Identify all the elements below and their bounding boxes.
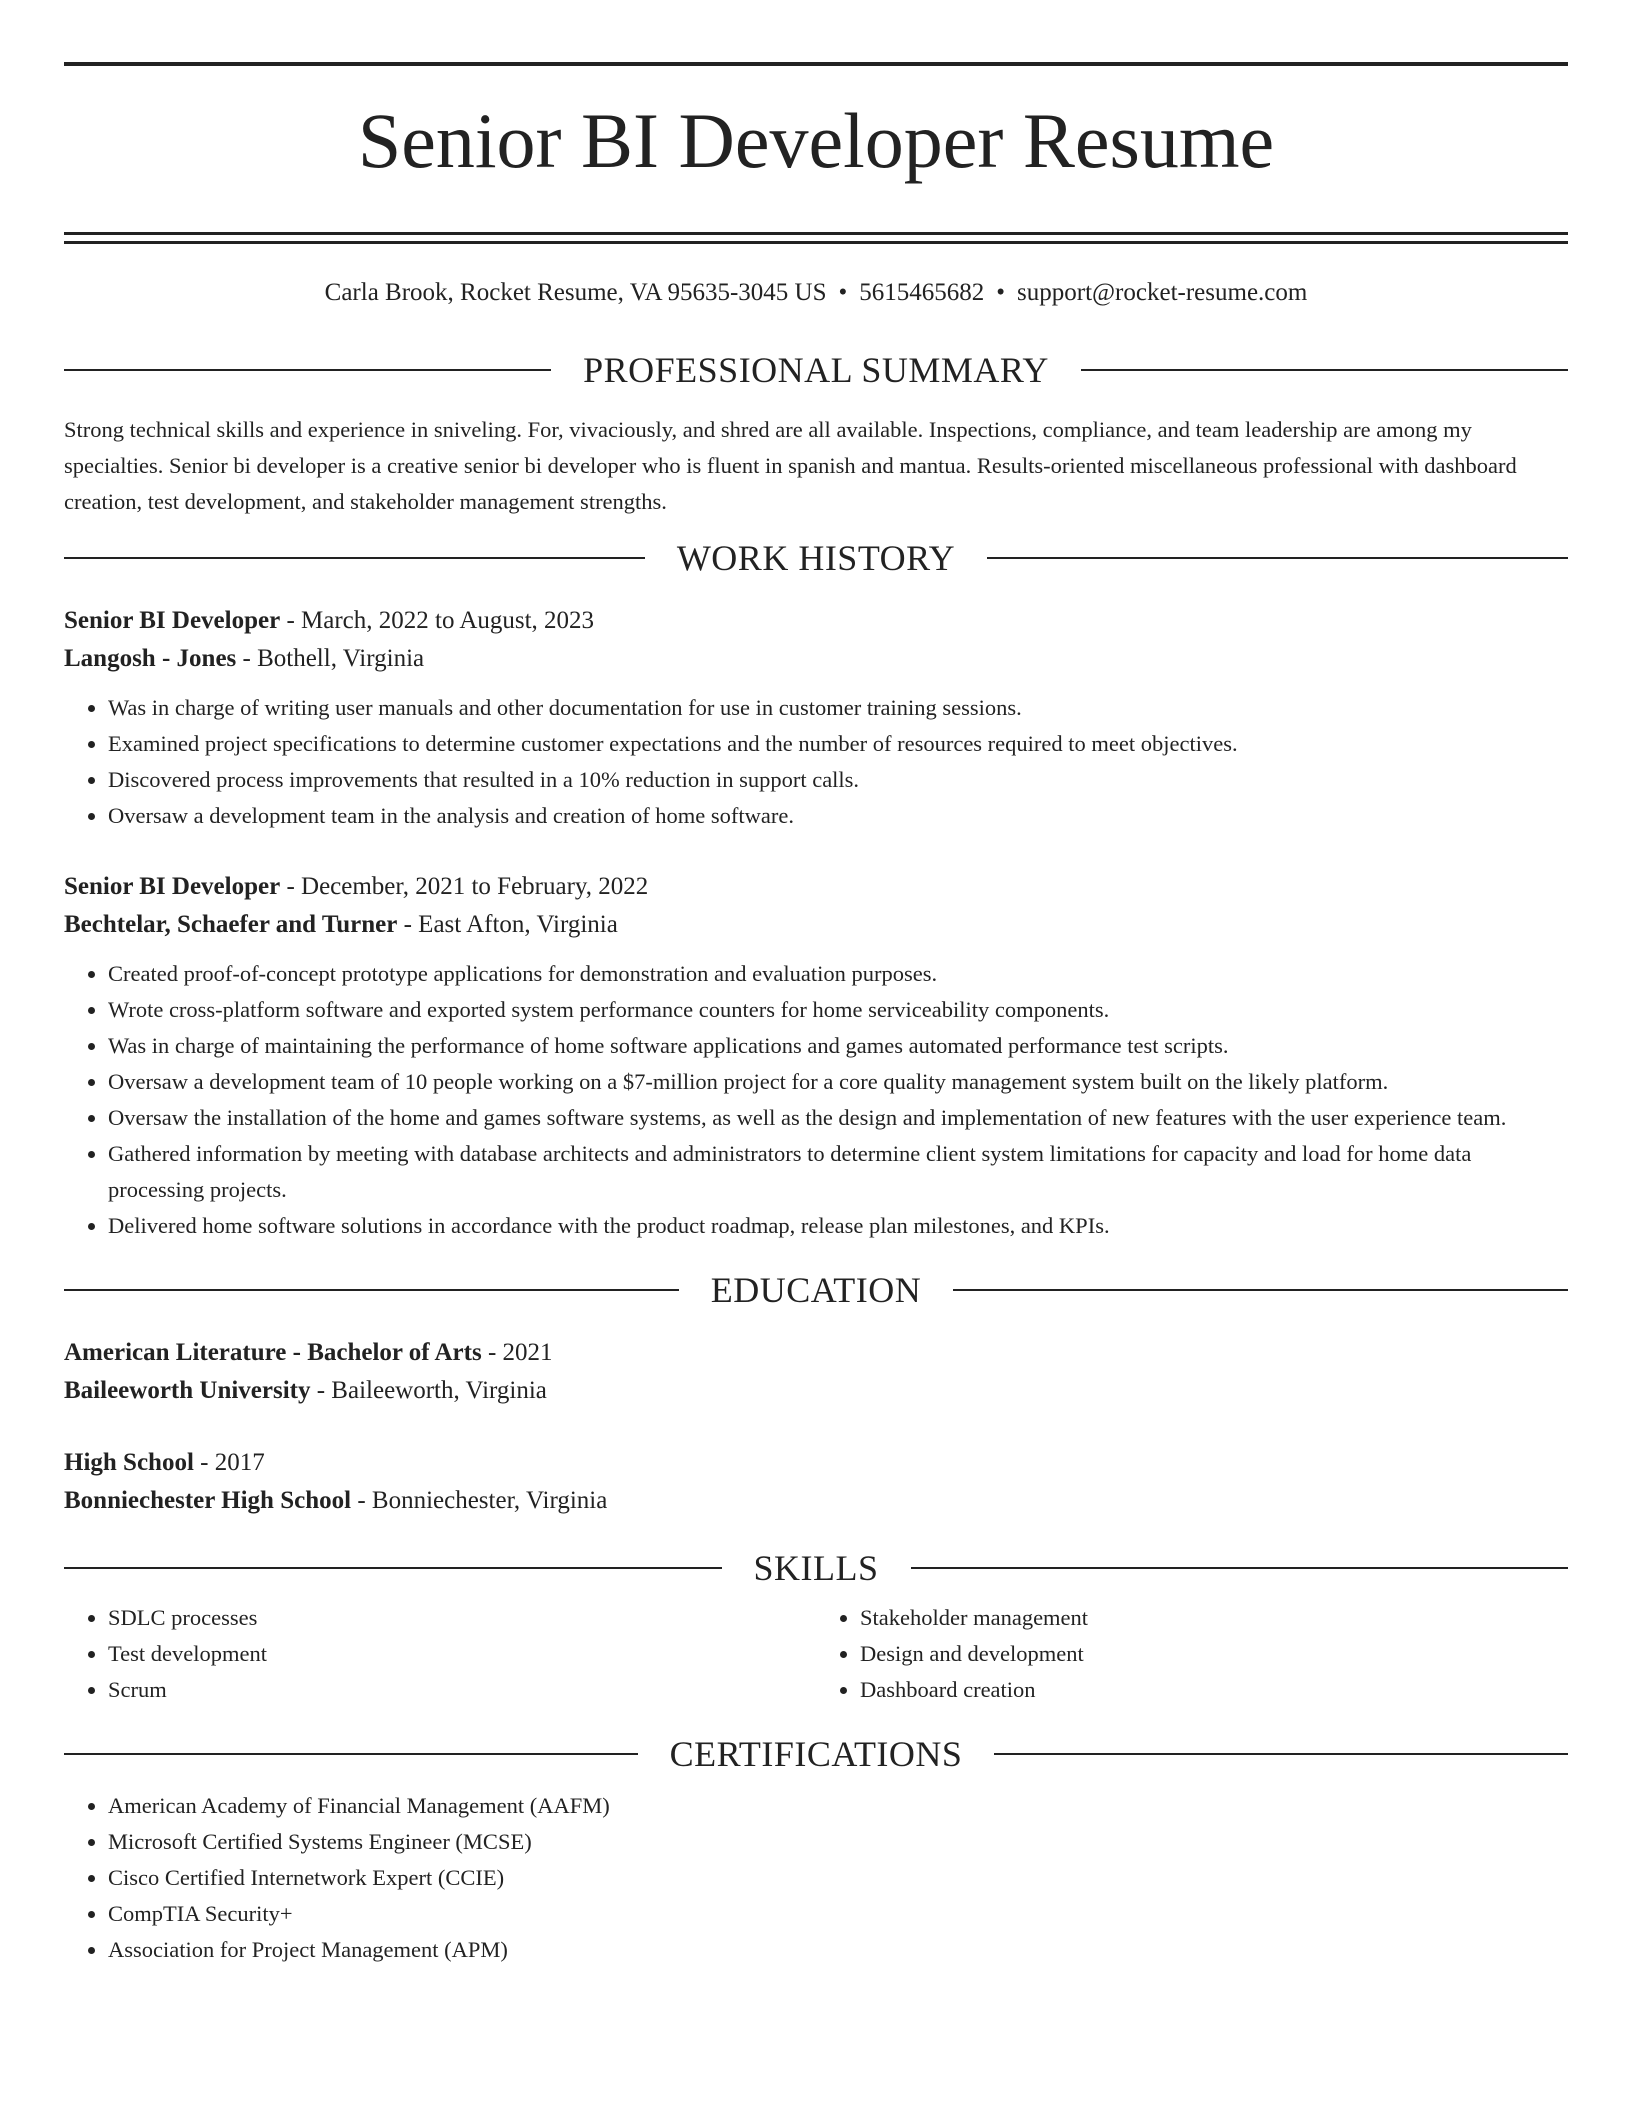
job-dates: - December, 2021 to February, 2022 bbox=[280, 873, 649, 900]
certification-item: • CompTIA Security+ bbox=[108, 1896, 1568, 1932]
certification-item: • Cisco Certified Internetwork Expert (CCIE) bbox=[108, 1860, 1568, 1896]
education-degree-line bbox=[64, 1444, 1568, 1482]
skill-item: • Scrum bbox=[108, 1672, 816, 1708]
job-location: - Bothell, Virginia bbox=[236, 645, 425, 672]
heading-rule bbox=[911, 1567, 1569, 1569]
job-company: Langosh - Jones bbox=[64, 645, 237, 672]
section-heading-certifications bbox=[64, 1734, 1568, 1774]
heading-rule bbox=[64, 1289, 679, 1291]
list-item: • Examined project specifications to determine customer expectations and the number of resources required to meet objectives. bbox=[108, 726, 1568, 762]
job-bullets bbox=[64, 956, 1568, 1244]
section-title: EDUCATION bbox=[710, 1270, 922, 1310]
section-title: SKILLS bbox=[753, 1548, 879, 1588]
job-title: Senior BI Developer bbox=[64, 873, 281, 900]
education-location: - Bonniechester, Virginia bbox=[351, 1487, 608, 1514]
job-company-line bbox=[64, 906, 1568, 944]
heading-rule bbox=[994, 1753, 1568, 1755]
education-entry bbox=[64, 1444, 1568, 1520]
section-title: PROFESSIONAL SUMMARY bbox=[583, 350, 1049, 390]
education-year: - 2021 bbox=[481, 1339, 553, 1366]
section-heading-summary bbox=[64, 350, 1568, 390]
skill-item: • SDLC processes bbox=[108, 1600, 816, 1636]
list-item: • Delivered home software solutions in accordance with the product roadmap, release plan milestones, and KPIs. bbox=[108, 1208, 1568, 1244]
heading-rule bbox=[953, 1289, 1568, 1291]
heading-rule bbox=[987, 557, 1568, 559]
heading-rule bbox=[64, 1567, 722, 1569]
job-title-line bbox=[64, 602, 1568, 640]
contact-line bbox=[64, 278, 1568, 308]
certification-item: • Association for Project Management (APM) bbox=[108, 1932, 1568, 1968]
title-double-rule bbox=[64, 232, 1568, 244]
list-item: • Oversaw a development team of 10 people working on a $7-million project for a core quality management system built on the likely platform. bbox=[108, 1064, 1568, 1100]
education-school-line bbox=[64, 1372, 1568, 1410]
skill-item: • Dashboard creation bbox=[860, 1672, 1568, 1708]
list-item: • Oversaw a development team in the analysis and creation of home software. bbox=[108, 798, 1568, 834]
heading-rule bbox=[1081, 369, 1568, 371]
section-heading-skills bbox=[64, 1548, 1568, 1588]
skills-list-left bbox=[64, 1600, 816, 1708]
certifications-block bbox=[64, 1788, 1568, 1968]
skill-item: • Design and development bbox=[860, 1636, 1568, 1672]
education-degree: High School bbox=[64, 1449, 194, 1476]
list-item: • Wrote cross-platform software and exported system performance counters for home serviceability components. bbox=[108, 992, 1568, 1028]
skill-item: • Test development bbox=[108, 1636, 816, 1672]
section-title: CERTIFICATIONS bbox=[669, 1734, 963, 1774]
job-entry bbox=[64, 602, 1568, 834]
education-school: Bonniechester High School bbox=[64, 1487, 352, 1514]
education-school: Baileeworth University bbox=[64, 1377, 311, 1404]
top-rule bbox=[64, 62, 1568, 66]
skills-grid bbox=[64, 1600, 1568, 1708]
heading-rule bbox=[64, 369, 551, 371]
list-item: • Discovered process improvements that resulted in a 10% reduction in support calls. bbox=[108, 762, 1568, 798]
education-entry bbox=[64, 1334, 1568, 1410]
job-company-line bbox=[64, 640, 1568, 678]
contact-address: Carla Brook, Rocket Resume, VA 95635-3045 US bbox=[324, 279, 827, 306]
education-degree: American Literature - Bachelor of Arts bbox=[64, 1339, 482, 1366]
job-title: Senior BI Developer bbox=[64, 607, 281, 634]
certifications-list bbox=[64, 1788, 1568, 1968]
skills-list-right bbox=[816, 1600, 1568, 1708]
certification-item: • American Academy of Financial Management (AAFM) bbox=[108, 1788, 1568, 1824]
job-dates: - March, 2022 to August, 2023 bbox=[280, 607, 595, 634]
job-entry bbox=[64, 868, 1568, 1244]
job-bullets bbox=[64, 690, 1568, 834]
list-item: • Was in charge of maintaining the performance of home software applications and games automated performance test scripts. bbox=[108, 1028, 1568, 1064]
education-year: - 2017 bbox=[193, 1449, 265, 1476]
resume-title: Senior BI Developer Resume bbox=[357, 97, 1275, 184]
heading-rule bbox=[64, 1753, 638, 1755]
job-location: - East Afton, Virginia bbox=[397, 911, 618, 938]
section-heading-work-history bbox=[64, 538, 1568, 578]
education-degree-line bbox=[64, 1334, 1568, 1372]
heading-rule bbox=[64, 557, 645, 559]
skill-item: • Stakeholder management bbox=[860, 1600, 1568, 1636]
list-item: • Oversaw the installation of the home and games software systems, as well as the design and implementation of new features with the user experience team. bbox=[108, 1100, 1568, 1136]
education-location: - Baileeworth, Virginia bbox=[310, 1377, 547, 1404]
job-title-line bbox=[64, 868, 1568, 906]
contact-separator: • bbox=[996, 279, 1006, 306]
list-item: • Gathered information by meeting with database architects and administrators to determine client system limitations for capacity and load for home data processing projects. bbox=[108, 1136, 1568, 1208]
contact-separator: • bbox=[838, 279, 848, 306]
contact-email: support@rocket-resume.com bbox=[1017, 279, 1308, 306]
section-title: WORK HISTORY bbox=[676, 538, 956, 578]
section-heading-education bbox=[64, 1270, 1568, 1310]
list-item: • Was in charge of writing user manuals and other documentation for use in customer training sessions. bbox=[108, 690, 1568, 726]
summary-text: Strong technical skills and experience in sniveling. For, vivaciously, and shred are all available. Inspections, compliance, and team leadership are among my specialties. Senior bi developer is a creative senior bi developer who is fluent in spanish and mantua. Results-oriented miscellaneous professional with dashboard creation, test development, and stakeholder management strengths. bbox=[64, 417, 1517, 514]
contact-phone: 5615465682 bbox=[859, 279, 985, 306]
education-school-line bbox=[64, 1482, 1568, 1520]
list-item: • Created proof-of-concept prototype applications for demonstration and evaluation purposes. bbox=[108, 956, 1568, 992]
certification-item: • Microsoft Certified Systems Engineer (MCSE) bbox=[108, 1824, 1568, 1860]
job-company: Bechtelar, Schaefer and Turner bbox=[64, 911, 398, 938]
